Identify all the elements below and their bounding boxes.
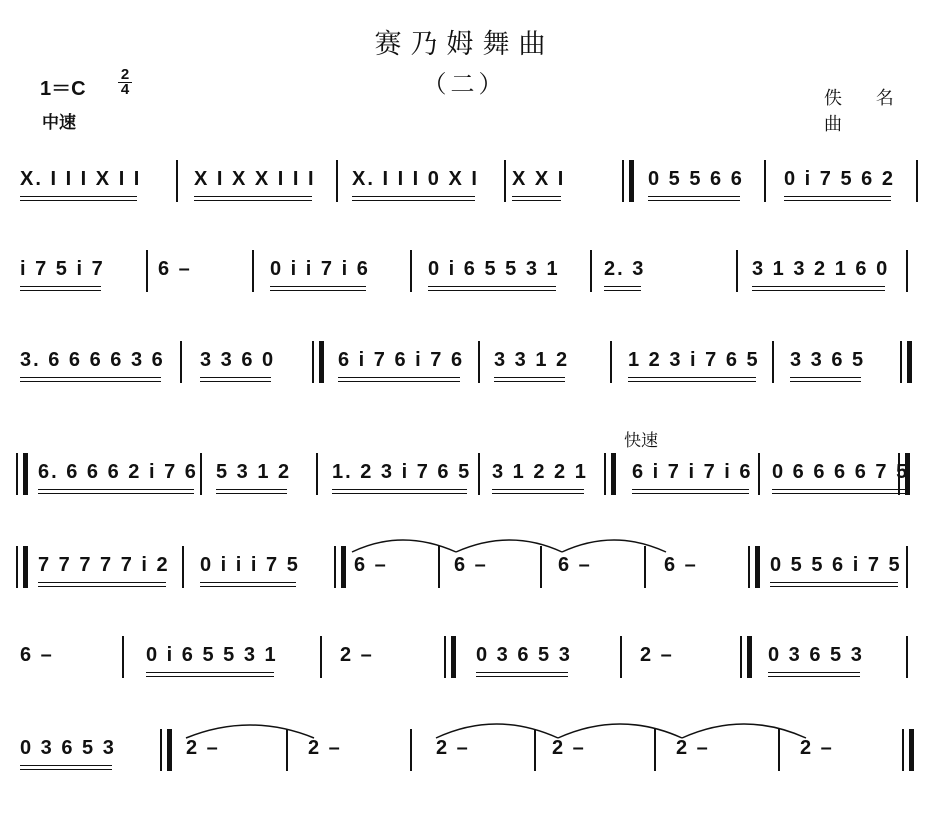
notation-line [0,550,929,612]
measure-notes: 2 – [800,737,834,759]
beam-underline [604,290,641,291]
barline [182,546,184,588]
beam-underline [494,377,565,378]
measure [200,345,275,385]
measure-notes: 3 3 6 5 [790,349,866,371]
measure-notes: 0 3 6 5 3 [768,644,864,666]
measure [476,640,572,680]
measure [38,457,198,497]
beam-underline [512,196,561,197]
beam-underline [772,493,905,494]
measure-notes: 1. 2 3 i 7 6 5 [332,461,472,483]
beam-underline [20,377,161,378]
measure-notes: 6 – [454,554,488,576]
measure-notes: 3 1 2 2 1 [492,461,588,483]
beam-underline [628,381,756,382]
measure-notes: 0 6 6 6 6 7 5 [772,461,910,483]
measure [20,254,105,294]
beam-underline [428,290,556,291]
beam-underline [146,676,274,677]
barline [252,250,254,292]
repeat-barline [604,453,616,495]
barline [758,453,760,495]
measure [38,550,170,590]
beam-underline [352,196,475,197]
measure-notes: X. I I I 0 X I [352,168,479,190]
barline [644,546,646,588]
measure [270,254,370,294]
measure-notes: 2. 3 [604,258,646,280]
measure-notes: 3 3 1 2 [494,349,570,371]
measure-notes: 5 3 1 2 [216,461,292,483]
notation-line [0,164,929,226]
barline [478,341,480,383]
measure-notes: X. I I I X I I [20,168,142,190]
measure [354,550,388,590]
beam-underline [648,196,740,197]
measure [308,733,342,773]
measure-notes: 6. 6 6 6 2 i 7 6 [38,461,198,483]
beam-underline [648,200,740,201]
barline [286,729,288,771]
barline [200,453,202,495]
measure [352,164,479,204]
measure [676,733,710,773]
barline [410,250,412,292]
measure [338,345,464,385]
beam-underline [332,489,467,490]
beam-underline [476,672,568,673]
beam-underline [194,196,312,197]
barline [410,729,412,771]
measure-notes: 1 2 3 i 7 6 5 [628,349,760,371]
beam-underline [270,290,366,291]
barline [438,546,440,588]
repeat-barline [334,546,346,588]
measure [200,550,300,590]
beam-underline [216,493,287,494]
beam-underline [216,489,287,490]
measure [784,164,895,204]
beam-underline [20,196,137,197]
measure-notes: 2 – [640,644,674,666]
page-subtitle: （二） [422,70,507,98]
barline [654,729,656,771]
measure-notes: 6 – [20,644,54,666]
measure [558,550,592,590]
measure [648,164,744,204]
measure [772,457,909,497]
beam-underline [492,489,584,490]
measure [20,733,116,773]
beam-underline [38,586,166,587]
measure-notes: 6 – [664,554,698,576]
barline [540,546,542,588]
measure-notes: 0 5 5 6 6 [648,168,744,190]
beam-underline [20,769,112,770]
beam-underline [494,381,565,382]
barline [478,453,480,495]
beam-underline [146,672,274,673]
barline [180,341,182,383]
notation-line [0,254,929,316]
measure [512,164,565,204]
beam-underline [200,377,271,378]
repeat-barline [160,729,172,771]
repeat-barline [444,636,456,678]
measure-notes: i 7 5 i 7 [20,258,105,280]
time-signature [118,68,132,97]
measure-notes: 0 3 6 5 3 [476,644,572,666]
barline [736,250,738,292]
measure [770,550,902,590]
beam-underline [200,582,296,583]
measure [194,164,316,204]
beam-underline [790,381,861,382]
composer-credit: 佚 名曲 [824,88,908,135]
beam-underline [772,489,905,490]
barline [772,341,774,383]
measure [146,640,278,680]
time-denominator: 4 [120,81,130,98]
measure-notes: 0 3 6 5 3 [20,737,116,759]
repeat-barline [16,453,28,495]
repeat-barline [740,636,752,678]
measure-notes: 0 i 7 5 6 2 [784,168,895,190]
beam-underline [20,200,137,201]
measure [640,640,674,680]
beam-underline [20,381,161,382]
measure [454,550,488,590]
beam-underline [770,586,898,587]
measure-notes: X X I [512,168,566,190]
measure-notes: 3. 6 6 6 6 3 6 [20,349,165,371]
measure [494,345,569,385]
measure-notes: 6 – [354,554,388,576]
beam-underline [38,493,194,494]
measure-notes: 3 1 3 2 1 6 0 [752,258,890,280]
measure [340,640,374,680]
page-title: 赛乃姆舞曲 [374,29,555,60]
beam-underline [38,489,194,490]
measure [768,640,864,680]
beam-underline [790,377,861,378]
tempo-marking: 中速 [42,113,76,133]
key-signature: 1＝C [40,78,86,100]
repeat-barline [900,341,912,383]
beam-underline [20,286,101,287]
beam-underline [338,377,460,378]
repeat-barline [622,160,634,202]
measure [332,457,471,497]
barline [764,160,766,202]
measure [790,345,865,385]
beam-underline [20,765,112,766]
measure [800,733,834,773]
beam-underline [332,493,467,494]
measure-notes: 0 i 6 5 5 3 1 [428,258,560,280]
beam-underline [632,489,749,490]
time-numerator: 2 [118,68,132,83]
beam-underline [784,196,891,197]
repeat-barline [16,546,28,588]
beam-underline [428,286,556,287]
measure-notes: 6 – [158,258,192,280]
beam-underline [38,582,166,583]
notation-line [0,457,929,519]
measure-notes: 2 – [552,737,586,759]
measure [20,345,165,385]
notation-line [0,733,929,795]
measure [632,457,753,497]
measure-notes: 6 i 7 i 7 i 6 [632,461,753,483]
measure [428,254,560,294]
beam-underline [492,493,584,494]
repeat-barline [902,729,914,771]
barline [906,250,908,292]
measure [20,640,54,680]
measure-notes: 2 – [676,737,710,759]
beam-underline [784,200,891,201]
measure-notes: X I X X I I I [194,168,316,190]
barline [916,160,918,202]
beam-underline [476,676,568,677]
measure-notes: 0 5 5 6 i 7 5 [770,554,902,576]
barline [906,636,908,678]
barline [906,546,908,588]
notation-line [0,345,929,407]
measure-notes: 2 – [436,737,470,759]
beam-underline [200,381,271,382]
barline [534,729,536,771]
barline [320,636,322,678]
measure [158,254,192,294]
notation-line [0,640,929,702]
barline [504,160,506,202]
measure-notes: 7 7 7 7 7 i 2 [38,554,170,576]
beam-underline [768,672,860,673]
measure [186,733,220,773]
barline [146,250,148,292]
beam-underline [770,582,898,583]
beam-underline [270,286,366,287]
beam-underline [338,381,460,382]
measure-notes: 3 3 6 0 [200,349,276,371]
beam-underline [194,200,312,201]
beam-underline [20,290,101,291]
measure [216,457,291,497]
beam-underline [512,200,561,201]
measure-notes: 6 i 7 6 i 7 6 [338,349,465,371]
beam-underline [604,286,641,287]
measure-notes: 2 – [308,737,342,759]
barline [778,729,780,771]
measure [436,733,470,773]
measure [752,254,889,294]
beam-underline [628,377,756,378]
measure [628,345,760,385]
measure-notes: 0 i i i 7 5 [200,554,300,576]
beam-underline [768,676,860,677]
measure [604,254,645,294]
barline [610,341,612,383]
measure [492,457,588,497]
measure-notes: 0 i 6 5 5 3 1 [146,644,278,666]
barline [620,636,622,678]
measure [20,164,141,204]
measure [552,733,586,773]
repeat-barline [898,453,910,495]
measure [664,550,698,590]
measure-notes: 0 i i 7 i 6 [270,258,370,280]
measure-notes: 6 – [558,554,592,576]
beam-underline [752,290,885,291]
beam-underline [632,493,749,494]
beam-underline [200,586,296,587]
repeat-barline [748,546,760,588]
barline [176,160,178,202]
measure-notes: 2 – [186,737,220,759]
barline [590,250,592,292]
measure-notes: 2 – [340,644,374,666]
beam-underline [352,200,475,201]
barline [336,160,338,202]
repeat-barline [312,341,324,383]
barline [316,453,318,495]
barline [122,636,124,678]
beam-underline [752,286,885,287]
tempo-change-marking: 快速 [624,431,658,451]
